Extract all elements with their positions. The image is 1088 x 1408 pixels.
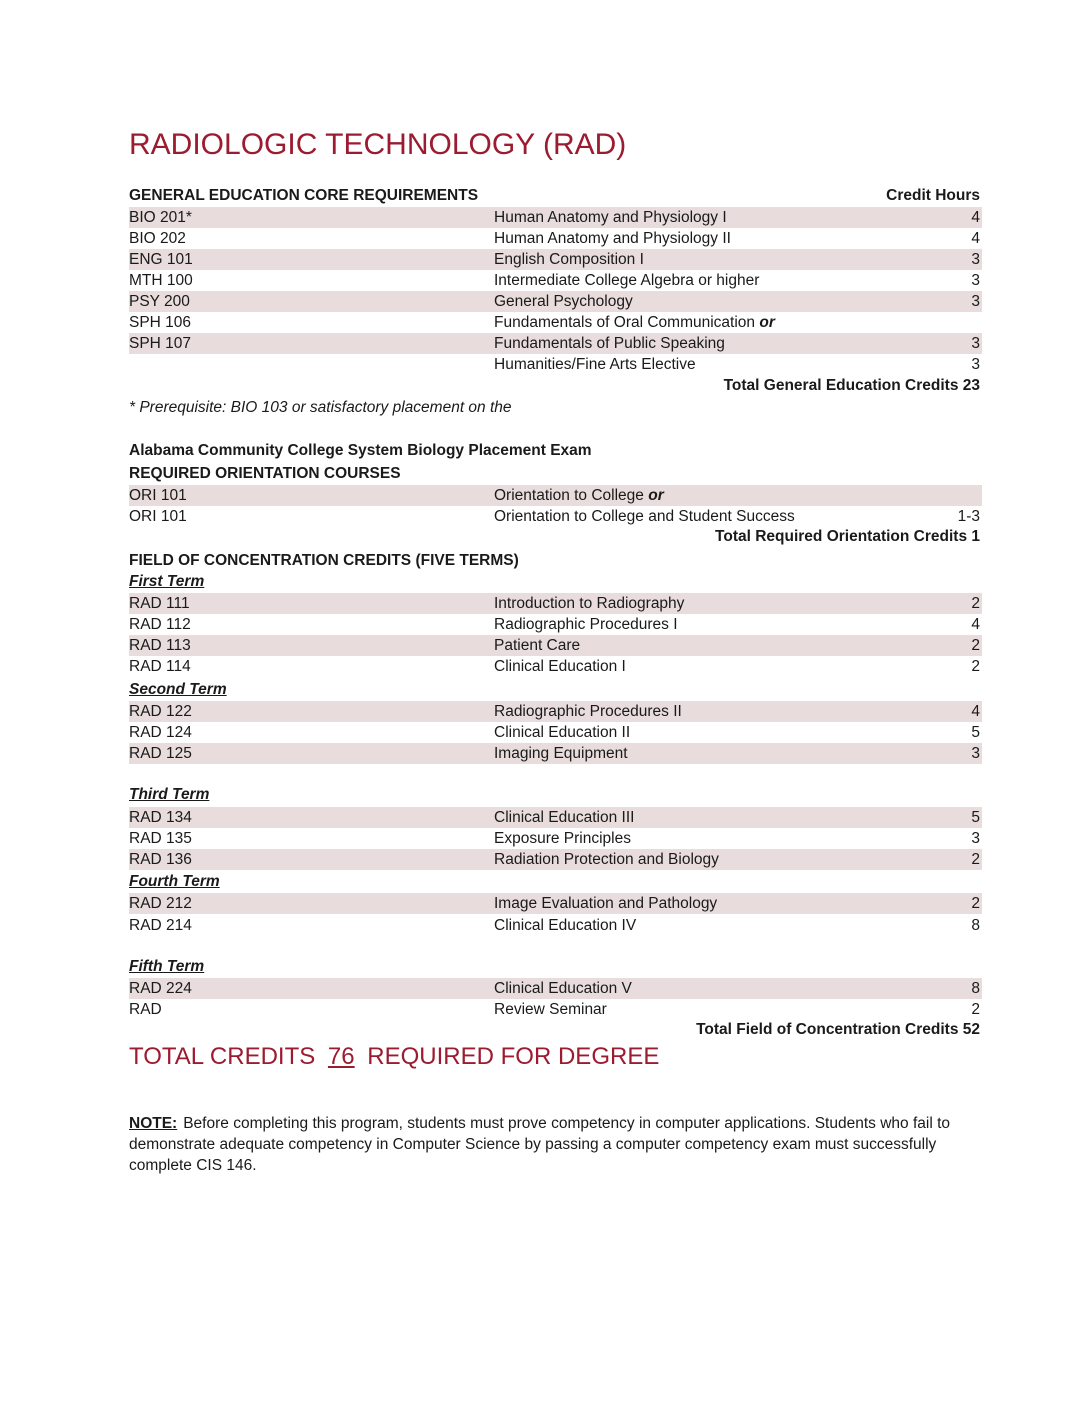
course-credits: 8 — [971, 980, 980, 997]
general-education-header — [129, 187, 982, 207]
course-credits: 3 — [971, 745, 980, 762]
course-credits: 4 — [971, 703, 980, 720]
course-title: Exposure Principles — [494, 830, 631, 847]
general-education-total: Total General Education Credits 23 — [723, 377, 980, 394]
course-credits: 2 — [971, 851, 980, 868]
course-code: RAD 111 — [129, 595, 190, 612]
fifth-term-table — [129, 978, 982, 1020]
table-row — [129, 312, 982, 333]
table-row — [129, 701, 982, 722]
course-code: RAD 125 — [129, 745, 192, 762]
course-title: Fundamentals of Public Speaking — [494, 335, 725, 352]
course-code: RAD 124 — [129, 724, 192, 741]
course-credits: 5 — [971, 724, 980, 741]
course-code: PSY 200 — [129, 293, 190, 310]
course-credits: 2 — [971, 658, 980, 675]
course-code: ORI 101 — [129, 508, 187, 525]
course-title: Clinical Education I — [494, 658, 626, 675]
table-row — [129, 270, 982, 291]
course-code: RAD 224 — [129, 980, 192, 997]
course-title: Radiographic Procedures II — [494, 703, 682, 720]
course-credits: 3 — [971, 293, 980, 310]
course-title: Intermediate College Algebra or higher — [494, 272, 760, 289]
course-credits: 3 — [971, 251, 980, 268]
course-credits: 3 — [971, 830, 980, 847]
grand-total-suffix: REQUIRED FOR DEGREE — [367, 1043, 660, 1070]
course-credits: 1-3 — [957, 508, 980, 525]
course-title: General Psychology — [494, 293, 633, 310]
course-credits: 4 — [971, 209, 980, 226]
course-title: Patient Care — [494, 637, 581, 654]
orientation-heading: REQUIRED ORIENTATION COURSES — [129, 465, 401, 482]
note-text: Before completing this program, students must prove competency in computer applications. Students who fail to demonstrate adequate competency in Computer Science by passing a computer competency exam must successfully complete CIS 146. — [129, 1115, 950, 1174]
note-label: NOTE: — [129, 1115, 178, 1132]
or-conjunction: or — [648, 487, 664, 504]
term-heading-second: Second Term — [129, 681, 227, 698]
table-row — [129, 807, 982, 828]
course-code: RAD 114 — [129, 658, 191, 675]
course-code: RAD 214 — [129, 917, 192, 934]
course-credits: 3 — [971, 356, 980, 373]
prerequisite-note: * Prerequisite: BIO 103 or satisfactory placement on the — [129, 399, 512, 416]
table-row — [129, 354, 982, 375]
course-code: ORI 101 — [129, 487, 187, 504]
concentration-heading: FIELD OF CONCENTRATION CREDITS (FIVE TERMS) — [129, 552, 519, 569]
course-title: English Composition I — [494, 251, 644, 268]
course-title: Radiation Protection and Biology — [494, 851, 719, 868]
course-credits: 4 — [971, 616, 980, 633]
course-code: RAD 135 — [129, 830, 192, 847]
course-code: RAD 212 — [129, 895, 192, 912]
course-credits: 2 — [971, 1001, 980, 1018]
table-row — [129, 485, 982, 506]
first-term-table — [129, 593, 982, 677]
course-credits: 2 — [971, 895, 980, 912]
table-row — [129, 614, 982, 635]
course-title: Fundamentals of Oral Communication — [494, 314, 756, 331]
table-row — [129, 506, 982, 527]
table-row — [129, 743, 982, 764]
page-title: RADIOLOGIC TECHNOLOGY (RAD) — [129, 128, 627, 161]
course-code: MTH 100 — [129, 272, 193, 289]
course-code: ENG 101 — [129, 251, 193, 268]
fourth-term-table — [129, 893, 982, 936]
course-credits: 8 — [971, 917, 980, 934]
course-code: RAD — [129, 1001, 162, 1018]
course-code: SPH 107 — [129, 335, 192, 352]
course-credits: 3 — [971, 272, 980, 289]
table-row — [129, 849, 982, 870]
course-code: RAD 112 — [129, 616, 191, 633]
orientation-total: Total Required Orientation Credits 1 — [715, 528, 980, 545]
course-code: SPH 106 — [129, 314, 192, 331]
term-heading-fourth: Fourth Term — [129, 873, 220, 890]
grand-total-line — [129, 1043, 659, 1071]
course-title-with-or — [494, 485, 664, 506]
table-row — [129, 593, 982, 614]
course-title: Orientation to College and Student Success — [494, 508, 795, 525]
course-title: Human Anatomy and Physiology I — [494, 209, 727, 226]
term-heading-fifth: Fifth Term — [129, 958, 205, 975]
course-title: Image Evaluation and Pathology — [494, 895, 718, 912]
course-code: BIO 201* — [129, 209, 192, 226]
course-title: Human Anatomy and Physiology II — [494, 230, 731, 247]
second-term-table — [129, 701, 982, 764]
table-row — [129, 999, 982, 1020]
table-row — [129, 978, 982, 999]
course-credits: 4 — [971, 230, 980, 247]
course-credits: 2 — [971, 637, 980, 654]
table-row — [129, 291, 982, 312]
course-title: Humanities/Fine Arts Elective — [494, 356, 696, 373]
grand-total-prefix: TOTAL CREDITS — [129, 1043, 316, 1070]
course-code: RAD 134 — [129, 809, 192, 826]
course-code: BIO 202 — [129, 230, 186, 247]
table-row — [129, 656, 982, 677]
course-title: Orientation to College — [494, 487, 644, 504]
course-title: Clinical Education V — [494, 980, 632, 997]
term-heading-third: Third Term — [129, 786, 210, 803]
course-title: Clinical Education III — [494, 809, 635, 826]
concentration-total: Total Field of Concentration Credits 52 — [696, 1021, 980, 1038]
table-row — [129, 722, 982, 743]
or-conjunction: or — [759, 314, 775, 331]
computer-competency-note — [129, 1113, 969, 1176]
course-credits: 2 — [971, 595, 980, 612]
table-row — [129, 635, 982, 656]
table-row — [129, 828, 982, 849]
course-code: RAD 122 — [129, 703, 192, 720]
credit-hours-label: Credit Hours — [886, 187, 980, 204]
grand-total-number: 76 — [327, 1043, 355, 1070]
table-row — [129, 249, 982, 270]
course-code: RAD 113 — [129, 637, 191, 654]
general-education-table — [129, 207, 982, 375]
course-title-with-or — [494, 312, 775, 333]
table-row — [129, 333, 982, 354]
third-term-table — [129, 807, 982, 870]
course-title: Introduction to Radiography — [494, 595, 685, 612]
course-title: Clinical Education II — [494, 724, 631, 741]
placement-exam-line: Alabama Community College System Biology Placement Exam — [129, 442, 592, 459]
general-education-heading: GENERAL EDUCATION CORE REQUIREMENTS — [129, 187, 479, 204]
table-row — [129, 893, 982, 914]
course-title: Imaging Equipment — [494, 745, 628, 762]
course-title: Radiographic Procedures I — [494, 616, 678, 633]
course-title: Clinical Education IV — [494, 917, 637, 934]
course-credits: 3 — [971, 335, 980, 352]
term-heading-first: First Term — [129, 573, 205, 590]
course-title: Review Seminar — [494, 1001, 607, 1018]
orientation-table — [129, 485, 982, 527]
table-row — [129, 207, 982, 228]
table-row — [129, 915, 982, 936]
course-credits: 5 — [971, 809, 980, 826]
table-row — [129, 228, 982, 249]
course-code: RAD 136 — [129, 851, 192, 868]
